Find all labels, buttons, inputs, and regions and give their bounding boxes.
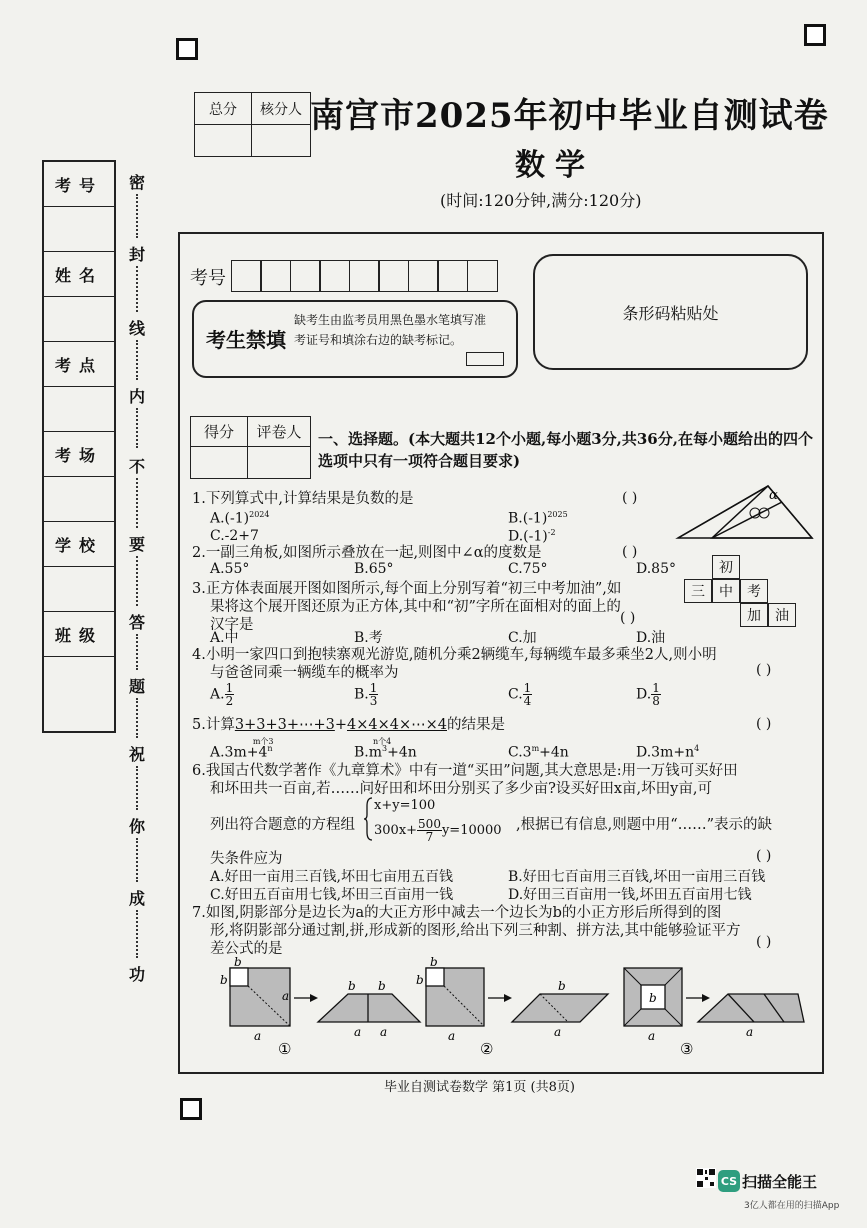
- q1-option-a-text: A.(-1): [210, 510, 250, 527]
- q1-option-a-exp: 2024: [249, 510, 270, 519]
- figure-label-1: ①: [278, 1040, 292, 1058]
- question-3-line1: 3.正方体表面展开图如图所示,每个面上分别写着“初三中考加油”,如: [192, 581, 622, 597]
- cube-net-cell: 油: [768, 603, 796, 627]
- q2-triangle-figure: [672, 480, 817, 544]
- grader-header: 评卷人: [248, 417, 311, 447]
- exam-number-box[interactable]: [349, 260, 380, 292]
- q1-option-c[interactable]: C.-2+7: [210, 528, 259, 544]
- q5-sum: [234, 716, 335, 746]
- q6-option-c[interactable]: C.好田五百亩用七钱,坏田三百亩用一钱: [210, 887, 454, 903]
- seal-char: 答: [128, 613, 145, 632]
- q5-option-d[interactable]: [636, 744, 699, 761]
- corner-marker-top-right: [804, 24, 826, 46]
- exam-title: 南宫市2025年初中毕业自测试卷: [310, 96, 829, 136]
- seal-char: 不: [128, 457, 145, 476]
- q5-option-b-exp: 3: [382, 744, 388, 753]
- q1-option-a[interactable]: [210, 510, 269, 527]
- seal-char: 内: [128, 387, 145, 406]
- total-score-cell[interactable]: [195, 125, 252, 157]
- barcode-label: 条形码粘贴处: [622, 303, 719, 323]
- scanner-tagline: 3亿人都在用的扫描App: [744, 1201, 840, 1211]
- q5-stem-post: 的结果是: [447, 717, 505, 733]
- time-info: (时间:120分钟,满分:120分): [440, 191, 642, 210]
- dim-label: a: [648, 1029, 656, 1043]
- seal-line: [126, 170, 148, 990]
- eq2-post: y=10000: [441, 823, 502, 838]
- seal-char: 密: [128, 173, 145, 192]
- question-2-stem: 2.一副三角板,如图所示叠放在一起,则图中∠α的度数是: [192, 545, 542, 561]
- field-exam-number: 考号: [44, 162, 114, 207]
- score-header: 得分: [191, 417, 248, 447]
- q4-option-b-label: B.: [354, 686, 369, 703]
- q1-option-d-text: D.(-1): [508, 528, 548, 545]
- figure-label-3: ③: [680, 1040, 694, 1058]
- question-7-line2: 形,将阴影部分通过割,拼,形成新的图形,给出下列三种割、拼方法,其中能够验证平方: [210, 923, 741, 939]
- q5-sum-text: 3+3+3+⋯+3: [234, 717, 335, 733]
- cube-net-cell: 初: [712, 555, 740, 579]
- q1-option-b-text: B.(-1): [508, 510, 548, 527]
- equation-1: x+y=100: [374, 798, 436, 813]
- seal-char: 你: [128, 817, 145, 836]
- student-info-table: [42, 160, 116, 733]
- subject-title: 数学: [515, 148, 595, 183]
- q3-option-b[interactable]: B.考: [354, 630, 383, 646]
- question-6-line3-post: ,根据已有信息,则题中用“……”表示的缺: [516, 817, 773, 833]
- field-school-blank[interactable]: [44, 567, 114, 612]
- q1-option-d[interactable]: [508, 528, 556, 545]
- answer-paren[interactable]: ( ): [620, 610, 636, 626]
- field-exam-site: 考点: [44, 342, 114, 387]
- seal-char: 成: [128, 889, 145, 908]
- corner-marker-top-left: [176, 38, 198, 60]
- fraction-numerator: 1: [225, 681, 234, 695]
- answer-paren[interactable]: ( ): [622, 544, 638, 560]
- candidate-forbidden-box: [192, 300, 518, 378]
- cube-net-cell: 中: [712, 579, 740, 603]
- fraction-denominator: 4: [523, 694, 532, 708]
- q3-option-a[interactable]: A.中: [210, 630, 239, 646]
- q5-option-a-text: A.3m+4: [210, 744, 268, 761]
- dim-label: b: [416, 973, 424, 987]
- exam-number-boxes[interactable]: [232, 260, 498, 292]
- q5-option-c-post: +4n: [539, 744, 569, 761]
- question-3-line3: 汉字是: [210, 617, 254, 633]
- dim-label: a: [254, 1029, 262, 1043]
- field-name-blank[interactable]: [44, 297, 114, 342]
- seal-char: 线: [128, 319, 145, 338]
- field-school: 学校: [44, 522, 114, 567]
- dim-label: a: [554, 1025, 562, 1039]
- q3-option-c[interactable]: C.加: [508, 630, 537, 646]
- seal-char: 功: [128, 965, 145, 984]
- answer-paren[interactable]: ( ): [756, 934, 772, 950]
- alpha-label: α: [769, 488, 778, 503]
- exam-number-box[interactable]: [437, 260, 468, 292]
- equation-brace: [364, 796, 374, 842]
- q6-option-b[interactable]: B.好田七百亩用三百钱,坏田一亩用三百钱: [508, 869, 766, 885]
- q4-option-d-label: D.: [636, 686, 652, 703]
- question-6-line4: 失条件应为: [210, 851, 283, 867]
- q5-option-c-text: C.3: [508, 744, 532, 761]
- q4-option-d[interactable]: [636, 682, 661, 707]
- grader-cell[interactable]: [248, 447, 311, 479]
- dim-label: a: [380, 1025, 388, 1039]
- dim-label: b: [348, 979, 356, 993]
- cube-net-cell: 三: [684, 579, 712, 603]
- fraction-numerator: 500: [418, 817, 441, 831]
- exam-number-box[interactable]: [290, 260, 321, 292]
- fraction-numerator: 1: [523, 681, 532, 695]
- forbidden-text: 缺考生由监考员用黑色墨水笔填写准考证号和填涂右边的缺考标记。: [294, 313, 487, 347]
- fraction-denominator: 8: [652, 694, 660, 708]
- q4-option-a[interactable]: [210, 682, 234, 707]
- q5-option-a-exp: n: [267, 744, 273, 753]
- q5-sum-under: m个3: [252, 737, 274, 746]
- field-exam-room-blank[interactable]: [44, 477, 114, 522]
- field-exam-room: 考场: [44, 432, 114, 477]
- total-score-header: 总分: [195, 93, 252, 125]
- answer-paren[interactable]: ( ): [756, 716, 772, 732]
- exam-number-box[interactable]: [408, 260, 439, 292]
- seal-char: 要: [128, 535, 145, 554]
- q7-figures: [214, 956, 814, 1060]
- q4-option-a-label: A.: [210, 686, 225, 703]
- question-6-line1: 6.我国古代数学著作《九章算术》中有一道“买田”问题,其大意思是:用一万钱可买好田: [192, 763, 738, 779]
- scanner-brand: 扫描全能王: [742, 1173, 818, 1191]
- q5-option-c[interactable]: [508, 744, 569, 761]
- q5-option-b-post: +4n: [387, 744, 417, 761]
- barcode-area: [533, 254, 808, 370]
- q5-stem-pre: 5.计算: [192, 717, 235, 733]
- dim-label: b: [378, 979, 386, 993]
- q1-option-b-exp: 2025: [547, 510, 568, 519]
- q5-option-a[interactable]: [210, 744, 273, 761]
- dim-label: a: [746, 1025, 754, 1039]
- exam-number-box[interactable]: [467, 260, 498, 292]
- forbidden-title: 考生禁填: [206, 328, 286, 352]
- dim-label: a: [354, 1025, 362, 1039]
- question-4-line2: 与爸爸同乘一辆缆车的概率为: [210, 665, 399, 681]
- q5-option-d-exp: 4: [694, 744, 700, 753]
- q5-plus: +: [334, 717, 347, 733]
- dim-label: b: [430, 956, 438, 969]
- absence-mark-box[interactable]: [466, 352, 504, 366]
- answer-paren[interactable]: ( ): [622, 490, 638, 506]
- exam-number-box[interactable]: [319, 260, 350, 292]
- qr-code-icon: [696, 1168, 716, 1188]
- q5-product-under: n个4: [373, 737, 392, 746]
- dim-label: a: [282, 989, 290, 1003]
- page-footer: 毕业自测试卷数学 第1页 (共8页): [384, 1080, 575, 1095]
- question-4-line1: 4.小明一家四口到抱犊寨观光游览,随机分乘2辆缆车,每辆缆车最多乘坐2人,则小明: [192, 647, 717, 663]
- dim-label: b: [558, 979, 566, 993]
- dim-label: b: [220, 973, 228, 987]
- question-6-line3-pre: 列出符合题意的方程组: [210, 817, 355, 833]
- answer-paren[interactable]: ( ): [756, 848, 772, 864]
- exam-number-label: 考号: [190, 268, 226, 289]
- question-7-line3: 差公式的是: [210, 941, 283, 957]
- fraction-numerator: 1: [652, 681, 660, 695]
- question-5-stem: [192, 716, 505, 746]
- q5-option-d-text: D.3m+n: [636, 744, 695, 761]
- question-7-line1: 7.如图,阴影部分是边长为a的大正方形中减去一个边长为b的小正方形后所得到的图: [192, 905, 722, 921]
- q3-option-d[interactable]: D.油: [636, 630, 666, 646]
- exam-number-box[interactable]: [378, 260, 409, 292]
- cube-net-cell: 加: [740, 603, 768, 627]
- q1-option-b[interactable]: [508, 510, 568, 527]
- checker-cell[interactable]: [252, 125, 311, 157]
- dim-label: a: [448, 1029, 456, 1043]
- q5-product: [347, 716, 447, 746]
- section-heading: 一、选择题。(本大题共12个小题,每小题3分,共36分,在每小题给出的四个选项中只有一项符合题目要求): [318, 430, 813, 470]
- score-cell[interactable]: [191, 447, 248, 479]
- q5-product-text: 4×4×4×⋯×4: [347, 717, 447, 733]
- q4-option-c[interactable]: [508, 682, 532, 707]
- q5-option-b-text: B.m: [354, 744, 383, 761]
- scanner-logo-icon: CS: [718, 1170, 740, 1192]
- question-3-line2: 果将这个展开图还原为正方体,其中和“初”字所在面相对的面上的: [210, 599, 621, 615]
- seal-char: 封: [128, 245, 145, 264]
- exam-number-box[interactable]: [231, 260, 262, 292]
- fraction-denominator: 2: [225, 694, 234, 708]
- q4-option-c-label: C.: [508, 686, 523, 703]
- q2-option-c[interactable]: C.75°: [508, 561, 548, 577]
- fraction-denominator: 7: [425, 830, 434, 844]
- answer-paren[interactable]: ( ): [756, 662, 772, 678]
- checker-header: 核分人: [252, 93, 311, 125]
- dim-label: b: [649, 991, 657, 1005]
- question-6-line2: 和坏田共一百亩,若……问好田和坏田分别买了多少亩?设买好田x亩,坏田y亩,可: [210, 781, 712, 797]
- fraction-numerator: 1: [369, 681, 378, 695]
- fraction-denominator: 3: [369, 694, 378, 708]
- equation-2: [374, 818, 502, 843]
- field-name: 姓名: [44, 252, 114, 297]
- exam-number-box[interactable]: [260, 260, 291, 292]
- seal-char: 祝: [128, 745, 145, 764]
- question-1-stem: 1.下列算式中,计算结果是负数的是: [192, 491, 414, 507]
- field-class: 班级: [44, 612, 114, 657]
- seal-char: 题: [128, 677, 145, 696]
- q6-option-a[interactable]: A.好田一亩用三百钱,坏田七亩用五百钱: [210, 869, 454, 885]
- q4-option-b[interactable]: [354, 682, 378, 707]
- figure-label-2: ②: [480, 1040, 494, 1058]
- grader-table: [190, 416, 311, 479]
- dim-label: b: [234, 956, 242, 969]
- q5-option-b[interactable]: [354, 744, 417, 761]
- eq2-pre: 300x+: [374, 823, 418, 838]
- q2-option-a[interactable]: A.55°: [210, 561, 250, 577]
- q1-option-d-exp: -2: [547, 528, 556, 537]
- field-exam-site-blank[interactable]: [44, 387, 114, 432]
- total-score-table: [194, 92, 311, 157]
- q6-option-d[interactable]: D.好田三百亩用一钱,坏田五百亩用七钱: [508, 887, 752, 903]
- q5-option-c-exp: m: [531, 744, 540, 753]
- q2-option-d[interactable]: D.85°: [636, 561, 676, 577]
- q2-option-b[interactable]: B.65°: [354, 561, 394, 577]
- cube-net-cell: 考: [740, 579, 768, 603]
- corner-marker-bottom-left: [180, 1098, 202, 1120]
- field-exam-number-blank[interactable]: [44, 207, 114, 252]
- field-class-blank[interactable]: [44, 657, 114, 731]
